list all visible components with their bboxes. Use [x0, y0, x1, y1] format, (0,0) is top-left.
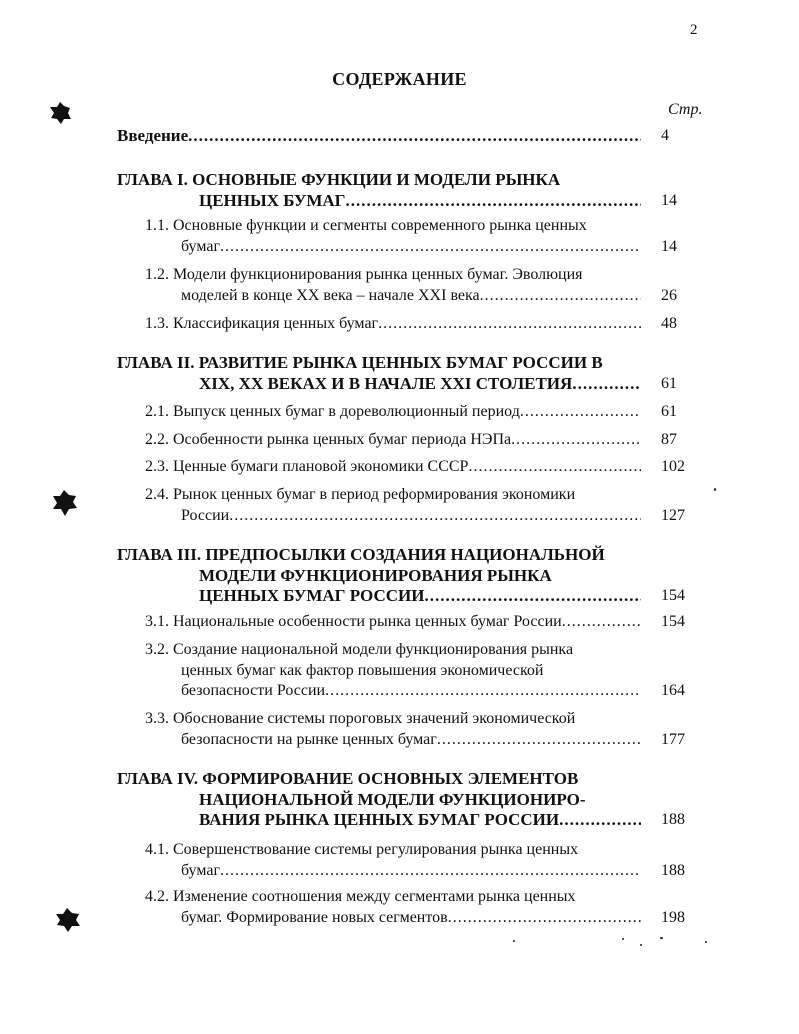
toc-chapter-page: 154	[661, 587, 685, 604]
toc-section-line: бумаг	[181, 861, 220, 879]
toc-section[interactable]	[145, 485, 685, 526]
toc-section[interactable]	[145, 612, 685, 633]
toc-section-line: 1.1. Основные функции и сегменты современного рынка ценных	[145, 217, 587, 234]
toc-section-page: 127	[661, 506, 685, 524]
toc-chapter-page: 14	[661, 191, 677, 209]
scan-speck	[513, 940, 515, 942]
toc-chapter-title-line: ВАНИЯ РЫНКА ЦЕННЫХ БУМАГ РОССИИ	[199, 810, 560, 829]
toc-section-page: 48	[661, 315, 677, 332]
toc-section[interactable]	[145, 314, 677, 335]
toc-chapter-title-line: ГЛАВА II. РАЗВИТИЕ РЫНКА ЦЕННЫХ БУМАГ РОССИИ В	[117, 353, 603, 372]
toc-section-page: 188	[661, 861, 685, 879]
punch-hole-blot	[48, 100, 74, 126]
page-title: СОДЕРЖАНИЕ	[332, 69, 467, 89]
page-column-label: Стр.	[668, 101, 703, 118]
scan-speck	[705, 941, 707, 943]
toc-section[interactable]	[145, 640, 685, 702]
toc-chapter[interactable]	[117, 545, 685, 607]
toc-section-line: 3.1. Национальные особенности рынка ценных бумаг России	[145, 613, 562, 630]
toc-chapter-page: 61	[661, 374, 677, 392]
toc-section-page: 154	[661, 613, 685, 630]
toc-section-line: 3.3. Обоснование системы пороговых значений экономической	[145, 710, 576, 727]
toc-section[interactable]	[145, 887, 685, 928]
toc-chapter-title-line: ГЛАВА IV. ФОРМИРОВАНИЕ ОСНОВНЫХ ЭЛЕМЕНТОВ	[117, 769, 579, 788]
toc-section[interactable]	[145, 216, 677, 257]
toc-section-page: 102	[661, 458, 685, 475]
toc-chapter-title-line: ГЛАВА I. ОСНОВНЫЕ ФУНКЦИИ И МОДЕЛИ РЫНКА	[117, 170, 561, 189]
toc-section-line: 4.2. Изменение соотношения между сегментами рынка ценных	[145, 888, 576, 905]
toc-section-line: ценных бумаг как фактор повышения экономической	[181, 661, 544, 679]
punch-hole-blot	[50, 488, 80, 518]
toc-section-line: безопасности России	[181, 682, 326, 699]
toc-section[interactable]	[145, 457, 685, 478]
toc-section-line: 2.4. Рынок ценных бумаг в период реформирования экономики	[145, 486, 576, 503]
toc-chapter-title-line: ЦЕННЫХ БУМАГ	[199, 190, 346, 210]
toc-chapter-title-line: МОДЕЛИ ФУНКЦИОНИРОВАНИЯ РЫНКА	[199, 565, 552, 585]
punch-hole-blot	[54, 906, 82, 934]
toc-section-page: 26	[661, 286, 677, 304]
toc-chapter-title-line: НАЦИОНАЛЬНОЙ МОДЕЛИ ФУНКЦИОНИРО-	[199, 789, 586, 809]
scan-speck	[660, 937, 663, 939]
toc-section[interactable]	[145, 402, 677, 423]
toc-section[interactable]	[145, 840, 685, 881]
scan-speck	[714, 488, 716, 491]
toc-section-page: 14	[661, 237, 677, 255]
toc-section-line: бумаг. Формирование новых сегментов	[181, 908, 448, 926]
toc-section-line: 2.1. Выпуск ценных бумаг в дореволюционный период	[145, 403, 520, 420]
toc-chapter-page: 188	[661, 811, 685, 828]
toc-section-page: 164	[661, 682, 685, 699]
toc-section-line: 2.2. Особенности рынка ценных бумаг периода НЭПа	[145, 431, 512, 448]
scan-speck	[622, 938, 624, 940]
toc-section-page: 198	[661, 908, 685, 926]
toc-chapter-title-line: ЦЕННЫХ БУМАГ РОССИИ	[199, 586, 425, 605]
toc-section-line: 2.3. Ценные бумаги плановой экономики СССР	[145, 458, 469, 475]
toc-section[interactable]	[145, 430, 677, 451]
toc-intro-label: Введение	[117, 126, 189, 145]
toc-chapter-title-line: ГЛАВА III. ПРЕДПОСЫЛКИ СОЗДАНИЯ НАЦИОНАЛЬНОЙ	[117, 545, 605, 564]
toc-section-page: 61	[661, 403, 677, 420]
toc-section-line: 4.1. Совершенствование системы регулирования рынка ценных	[145, 841, 579, 858]
toc-section-line: бумаг	[181, 237, 220, 255]
toc-section-line: 3.2. Создание национальной модели функционирования рынка	[145, 641, 574, 658]
toc-section-line: безопасности на рынке ценных бумаг	[181, 730, 437, 748]
toc-section-page: 177	[661, 730, 685, 748]
page-number: 2	[690, 22, 698, 38]
toc-chapter-title-line: XIX, XX ВЕКАХ И В НАЧАЛЕ XXI СТОЛЕТИЯ	[199, 373, 573, 393]
toc-intro[interactable]	[117, 126, 669, 147]
toc-section[interactable]	[145, 709, 685, 750]
toc-chapter[interactable]	[117, 170, 677, 211]
toc-section-line: 1.2. Модели функционирования рынка ценных бумаг. Эволюция	[145, 266, 583, 283]
toc-section-page: 87	[661, 431, 677, 448]
toc-intro-page: 4	[661, 127, 669, 144]
toc-section[interactable]	[145, 265, 677, 306]
toc-section-line: моделей в конце XX века – начале XXI века	[181, 286, 480, 304]
toc-section-line: 1.3. Классификация ценных бумаг	[145, 315, 379, 332]
toc-chapter[interactable]	[117, 353, 677, 394]
toc-chapter[interactable]	[117, 769, 685, 831]
toc-section-line: России	[181, 506, 230, 524]
scan-speck	[640, 944, 642, 946]
